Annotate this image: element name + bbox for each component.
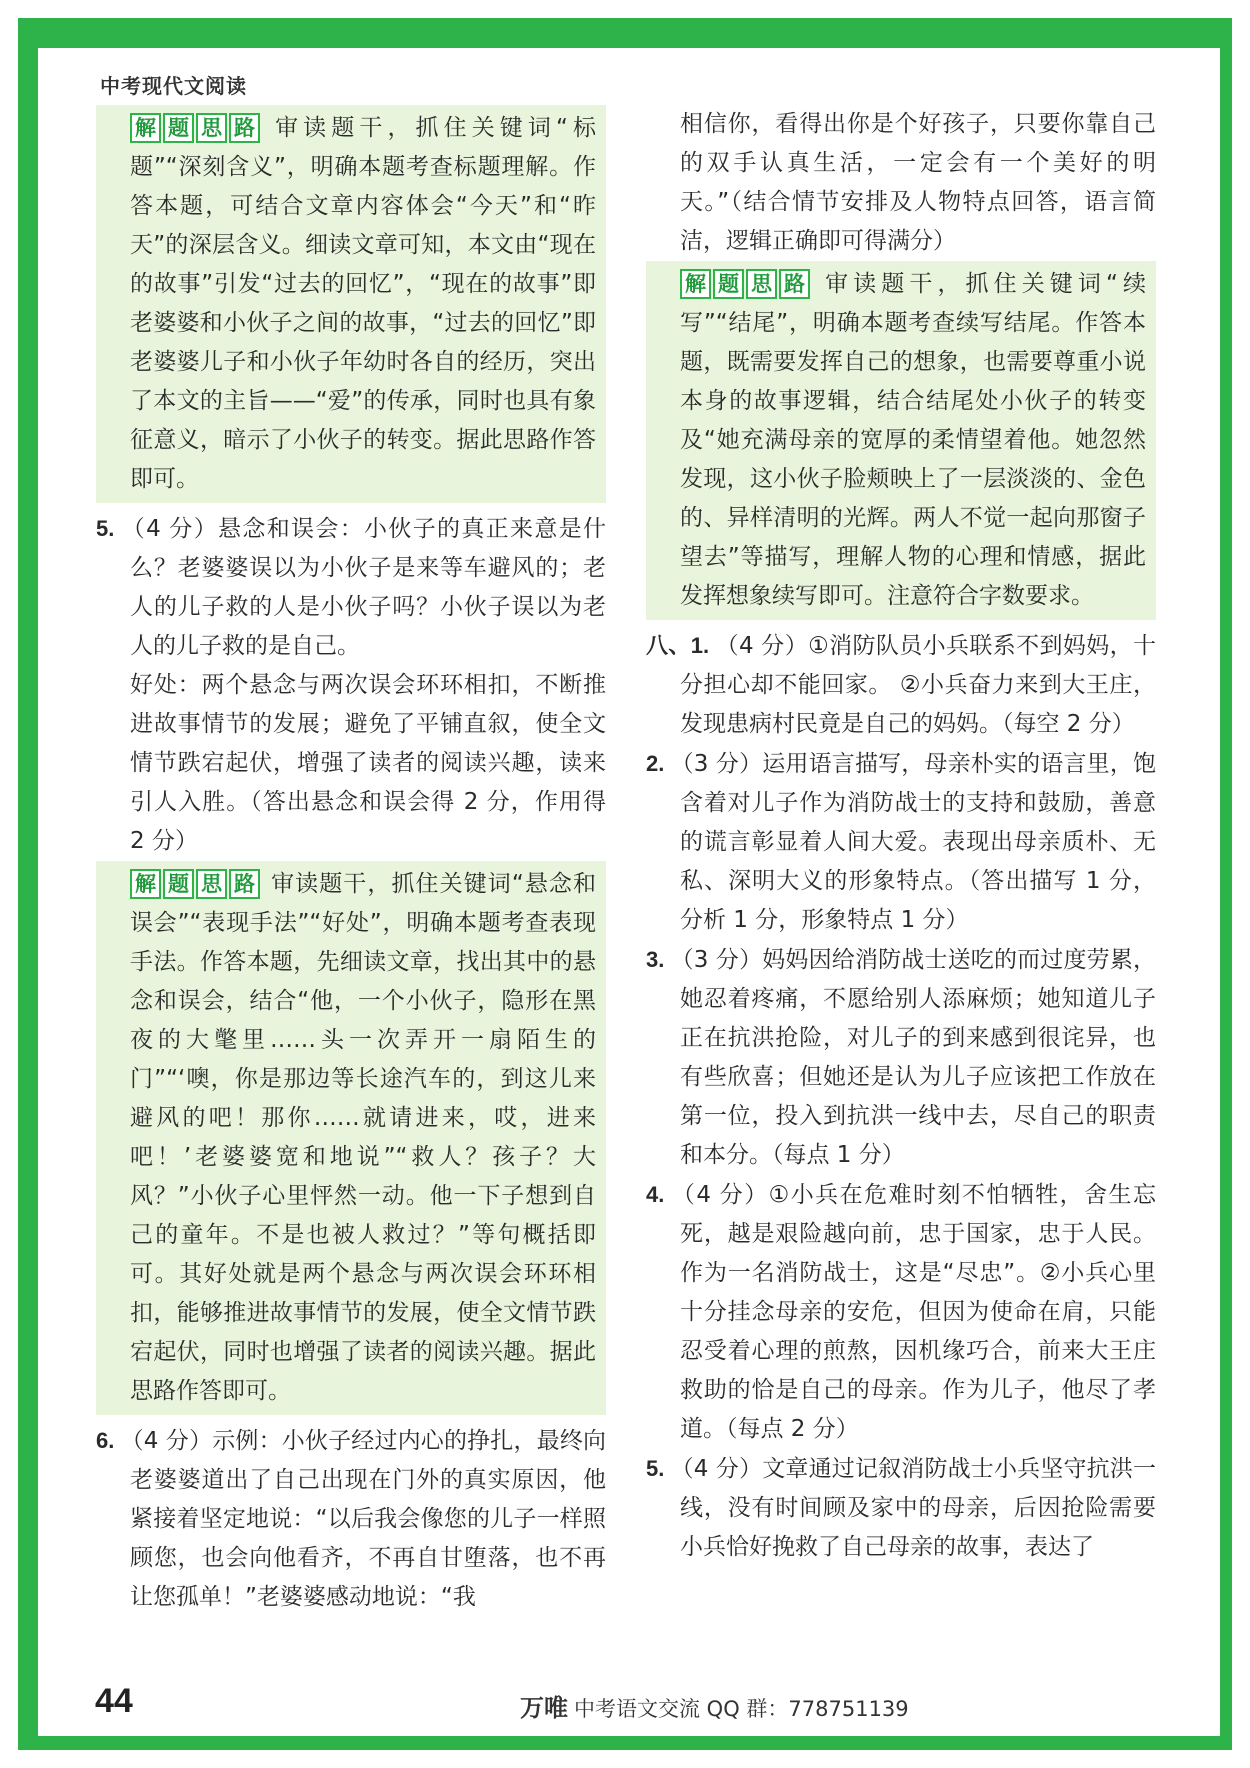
footer-note <box>520 1688 909 1723</box>
analysis-tag <box>130 113 262 143</box>
footer-text: 中考语文交流 QQ 群：778751139 <box>574 1697 909 1721</box>
content-area <box>96 105 1156 1665</box>
answer-item <box>646 744 1156 940</box>
answer-text: （4 分）①消防队员小兵联系不到妈妈，十分担心却不能回家。 ②小兵奋力来到大王庄，发现患病村民竟是自己的妈妈。（每空 2 分） <box>680 633 1156 737</box>
tag-char: 题 <box>163 113 194 143</box>
answer-number: 2. <box>646 751 671 776</box>
analysis-text: 审读题干，抓住关键词“悬念和误会”“表现手法”“好处”，明确本题考查表现手法。作答本题，先细读文章，找出其中的悬念和误会，结合“他，一个小伙子，隐形在黑夜的大氅里……头一次弄开一扇陌生的门”“‘噢，你是那边等长途汽车的，到这儿来避风的吧！那你……就请进来，哎，进来吧！’老婆婆宽和地说”“救人？孩子？大风？”小伙子心里怦然一动。他一下子想到自己的童年。不是也被人救过？”等句概括即可。其好处就是两个悬念与两次误会环环相扣，能够推进故事情节的发展，使全文情节跌宕起伏，同时也增强了读者的阅读兴趣。据此思路作答即可。 <box>130 871 596 1404</box>
tag-char: 题 <box>163 869 194 899</box>
answer-number: 八、1. <box>646 633 716 658</box>
tag-char: 思 <box>746 269 777 299</box>
analysis-tag <box>130 869 262 899</box>
analysis-block <box>96 105 606 503</box>
tag-char: 思 <box>196 113 227 143</box>
answer-continuation: 相信你，看得出你是个好孩子，只要你靠自己的双手认真生活，一定会有一个美好的明天。”（结合情节安排及人物特点回答，语言简洁，逻辑正确即可得满分） <box>680 111 1156 254</box>
answer-text: （3 分）妈妈因给消防战士送吃的而过度劳累，她忍着疼痛，不愿给别人添麻烦；她知道儿子正在抗洪抢险，对儿子的到来感到很诧异，也有些欣喜；但她还是认为儿子应该把工作放在第一位，投入到抗洪一线中去，尽自己的职责和本分。（每点 1 分） <box>670 947 1156 1168</box>
answer-number: 3. <box>646 947 671 972</box>
answer-text: （4 分）①小兵在危难时刻不怕牺牲，舍生忘死，越是艰险越向前，忠于国家，忠于人民。作为一名消防战士，这是“尽忠”。②小兵心里十分挂念母亲的安危，但因为使命在肩，只能忍受着心理的煎熬，因机缘巧合，前来大王庄救助的恰是自己的母亲。作为儿子，他尽了孝道。（每点 2 分） <box>671 1182 1156 1442</box>
tag-char: 题 <box>713 269 744 299</box>
analysis-tag <box>680 269 812 299</box>
answer-number: 5. <box>96 516 122 541</box>
page-number: 44 <box>95 1682 133 1720</box>
left-column <box>96 105 606 1617</box>
tag-char: 思 <box>196 869 227 899</box>
answer-item <box>646 1175 1156 1449</box>
right-column <box>646 105 1156 1567</box>
answer-text: （4 分）示例：小伙子经过内心的挣扎，最终向老婆婆道出了自己出现在门外的真实原因，他紧接着坚定地说：“以后我会像您的儿子一样照顾您，也会向他看齐，不再自甘堕落，也不再让您孤单！”老婆婆感动地说：“我 <box>120 1428 606 1610</box>
running-header: 中考现代文阅读 <box>100 74 247 98</box>
answer-text: （4 分）悬念和误会：小伙子的真正来意是什么？老婆婆误以为小伙子是来等车避风的；老人的儿子救的人是小伙子吗？小伙子误以为老人的儿子救的是自己。 <box>121 516 606 659</box>
tag-char: 解 <box>680 269 711 299</box>
answer-number: 6. <box>96 1428 121 1453</box>
answer-item <box>646 940 1156 1175</box>
answer-continuation: 好处：两个悬念与两次误会环环相扣，不断推进故事情节的发展；避免了平铺直叙，使全文情节跌宕起伏，增强了读者的阅读兴趣，读来引人入胜。（答出悬念和误会得 2 分，作用得 2 分） <box>130 672 606 854</box>
tag-char: 解 <box>130 869 161 899</box>
answer-number: 4. <box>646 1182 672 1207</box>
tag-char: 路 <box>779 269 810 299</box>
tag-char: 路 <box>229 113 260 143</box>
answer-item <box>96 1421 606 1617</box>
analysis-block <box>96 861 606 1415</box>
answer-text: （4 分）文章通过记叙消防战士小兵坚守抗洪一线，没有时间顾及家中的母亲，后因抢险需要小兵恰好挽救了自己母亲的故事，表达了 <box>670 1456 1156 1560</box>
answer-item <box>646 626 1156 744</box>
answer-text: （3 分）运用语言描写，母亲朴实的语言里，饱含着对儿子作为消防战士的支持和鼓励，善意的谎言彰显着人间大爱。表现出母亲质朴、无私、深明大义的形象特点。（答出描写 1 分，分析 1 分，形象特点 1 分） <box>670 751 1156 933</box>
answer-item <box>646 1449 1156 1567</box>
analysis-text: 审读题干，抓住关键词“标题”“深刻含义”，明确本题考查标题理解。作答本题，可结合文章内容体会“今天”和“昨天”的深层含义。细读文章可知，本文由“现在的故事”引发“过去的回忆”，“现在的故事”即老婆婆和小伙子之间的故事，“过去的回忆”即老婆婆儿子和小伙子年幼时各自的经历，突出了本文的主旨——“爱”的传承，同时也具有象征意义，暗示了小伙子的转变。据此思路作答即可。 <box>130 115 596 492</box>
tag-char: 解 <box>130 113 161 143</box>
analysis-block <box>646 261 1156 620</box>
answer-number: 5. <box>646 1456 671 1481</box>
brand-logo: 万唯 <box>520 1694 568 1722</box>
tag-char: 路 <box>229 869 260 899</box>
analysis-text: 审读题干，抓住关键词“续写”“结尾”，明确本题考查续写结尾。作答本题，既需要发挥自己的想象，也需要尊重小说本身的故事逻辑，结合结尾处小伙子的转变及“她充满母亲的宽厚的柔情望着他。她忽然发现，这小伙子脸颊映上了一层淡淡的、金色的、异样清明的光辉。两人不觉一起向那窗子望去”等描写，理解人物的心理和情感，据此发挥想象续写即可。注意符合字数要求。 <box>680 271 1146 609</box>
answer-item <box>96 509 606 666</box>
